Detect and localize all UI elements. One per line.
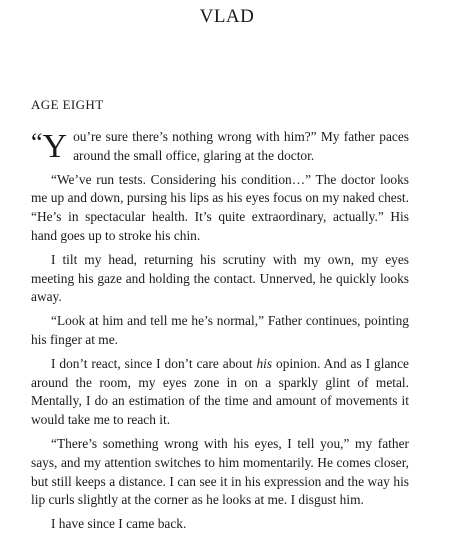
- drop-cap-quote: “: [31, 128, 43, 157]
- section-heading: AGE EIGHT: [31, 97, 104, 112]
- paragraph-5-emphasis: his: [256, 355, 273, 371]
- drop-cap-letter: Y: [42, 128, 68, 165]
- paragraph-5: [31, 355, 409, 430]
- drop-cap: [31, 130, 67, 166]
- chapter-body: [31, 128, 409, 539]
- paragraph-1-text: ou’re sure there’s nothing wrong with him?” My father paces around the small office, glaring at the doctor.: [73, 129, 409, 163]
- paragraph-1: [31, 128, 409, 166]
- paragraph-5-before: I don’t react, since I don’t care about: [51, 355, 257, 371]
- chapter-title: VLAD: [199, 6, 255, 27]
- paragraph-7: I have since I came back.: [51, 516, 187, 532]
- paragraph-2: “We’ve run tests. Considering his condition…” The doctor looks me up and down, pursing his lips as his eyes focus on my naked chest. “He’s in spectacular health. It’s quite extraordinary, actually.” His hand goes up to stroke his chin.: [31, 171, 409, 243]
- paragraph-5-after: opinion. And as I glance around the room, my eyes zone in on a sparkly glint of metal. Mentally, I do an estimation of the time and amount of movements it would take me to reach it.: [31, 355, 409, 428]
- paragraph-6: “There’s something wrong with his eyes, I tell you,” my father says, and my attention switches to him momentarily. He comes closer, but still keeps a distance. I can see it in his expression and the way his lip curls slightly at the corner as he looks at me. I disgust him.: [31, 435, 409, 508]
- paragraph-3: I tilt my head, returning his scrutiny with my own, my eyes meeting his gaze and holding the contact. Unnerved, he quickly looks away.: [31, 251, 409, 305]
- paragraph-4: “Look at him and tell me he’s normal,” Father continues, pointing his finger at me.: [31, 313, 409, 347]
